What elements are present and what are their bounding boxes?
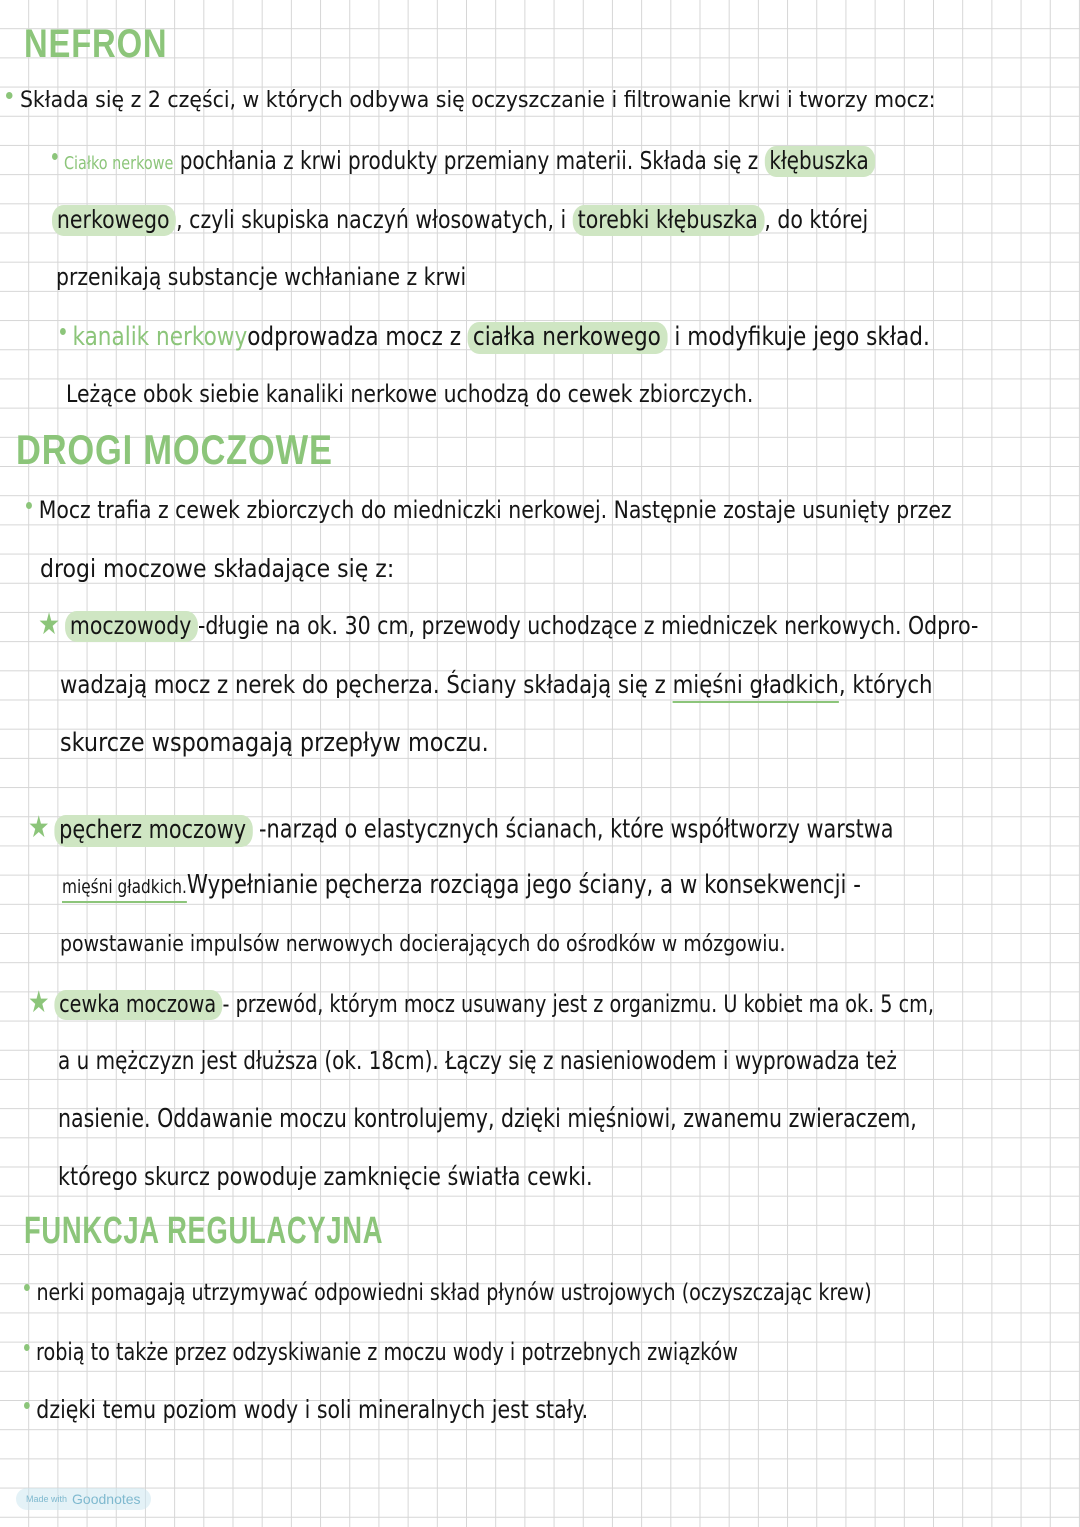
pecherz-line-3: powstawanie impulsów nerwowych docierających do ośrodków w mózgowiu.	[60, 932, 786, 957]
text: , do której	[764, 205, 869, 234]
cewka-line-3: nasienie. Oddawanie moczu kontrolujemy, dzięki mięśniowi, zwanemu zwieraczem,	[58, 1104, 917, 1134]
text: pochłania z krwi produkty przemiany materii. Składa się z	[179, 146, 759, 175]
star-icon: ★	[38, 607, 61, 642]
text: Składa się z 2 części, w których odbywa się oczyszczanie i filtrowanie krwi i tworzy mocz:	[19, 88, 936, 113]
funkcja-item-3	[24, 1397, 588, 1422]
underline-miesni-gladkich: mięśni gładkich	[672, 670, 839, 699]
cewka-line-2: a u mężczyzn jest dłuższa (ok. 18cm). Łączy się z nasieniowodem i wyprowadza też	[58, 1046, 897, 1075]
highlight-cewka-moczowa: cewka moczowa	[54, 990, 222, 1020]
cialko-line-2	[52, 207, 868, 232]
funkcja-item-1	[24, 1282, 872, 1305]
pecherz-line-2	[62, 872, 861, 898]
highlight-moczowody: moczowody	[65, 611, 198, 642]
drogi-intro-2: drogi moczowe składające się z:	[40, 554, 395, 583]
text: wadzają mocz z nerek do pęcherza. Ściany składają się z	[60, 670, 666, 699]
term-kanalik-nerkowy: kanalik nerkowy	[72, 322, 248, 352]
moczowody-line-1	[38, 607, 979, 642]
text: odprowadza mocz z	[247, 322, 462, 352]
highlight-cialka-nerkowego: ciałka nerkowego	[468, 322, 668, 354]
bullet-icon	[24, 1344, 30, 1351]
cewka-line-1	[28, 985, 935, 1020]
kanalik-line-2: Leżące obok siebie kanaliki nerkowe uchodzą do cewek zbiorczych.	[66, 380, 754, 408]
heading-nefron: NEFRON	[24, 22, 168, 66]
moczowody-line-2	[60, 672, 932, 697]
nefron-line-1	[6, 90, 936, 112]
text: nerki pomagają utrzymywać odpowiedni skład płynów ustrojowych (oczyszczając krew)	[36, 1280, 872, 1306]
highlight-torebki: torebki kłębuszka	[573, 205, 765, 236]
bullet-icon	[24, 1284, 30, 1291]
text: robią to także przez odzyskiwanie z moczu wody i potrzebnych związków	[36, 1338, 738, 1366]
cewka-line-4: którego skurcz powoduje zamknięcie światła cewki.	[58, 1162, 593, 1191]
drogi-intro-1	[26, 498, 952, 522]
highlight-nerkowego: nerkowego	[52, 205, 176, 236]
bullet-icon	[26, 502, 32, 509]
moczowody-line-3: skurcze wspomagają przepływ moczu.	[60, 728, 489, 758]
bullet-icon	[24, 1402, 30, 1409]
highlight-pecherz-moczowy: pęcherz moczowy	[54, 815, 252, 847]
goodnotes-watermark	[16, 1488, 151, 1510]
heading-drogi-moczowe: DROGI MOCZOWE	[16, 426, 333, 473]
kanalik-line-1	[60, 324, 930, 350]
watermark-prefix: Made with	[26, 1494, 68, 1504]
text: Wypełnianie pęcherza rozciąga jego ściany, a w konsekwencji -	[186, 870, 861, 900]
cialko-line-3: przenikają substancje wchłaniane z krwi	[56, 263, 467, 291]
heading-funkcja-regulacyjna: FUNKCJA REGULACYJNA	[24, 1210, 384, 1252]
bullet-icon	[6, 92, 13, 99]
star-icon: ★	[28, 985, 50, 1020]
text: , których	[838, 670, 933, 699]
star-icon: ★	[28, 810, 50, 845]
text: - przewód, którym mocz usuwany jest z organizmu. U kobiet ma ok. 5 cm,	[222, 990, 935, 1018]
funkcja-item-2	[24, 1340, 738, 1364]
pecherz-line-1	[28, 810, 894, 845]
watermark-brand: Goodnotes	[72, 1491, 141, 1507]
highlight-klebuszka: kłębuszka	[765, 146, 876, 177]
text: -długie na ok. 30 cm, przewody uchodzące z miedniczek nerkowych. Odpro-	[198, 611, 979, 640]
term-cialko-nerkowe: Ciałko nerkowe	[64, 153, 174, 174]
bullet-icon	[52, 153, 58, 160]
text: -narząd o elastycznych ścianach, które współtworzy warstwa	[259, 814, 894, 845]
text: dzięki temu poziom wody i soli mineralnych jest stały.	[36, 1395, 589, 1424]
cialko-line-1	[52, 148, 875, 173]
text: i modyfikuje jego skład.	[674, 322, 930, 352]
text: Mocz trafia z cewek zbiorczych do miedniczki nerkowej. Następnie zostaje usunięty przez	[38, 496, 952, 524]
underline-miesni-gladkich-2: mięśni gładkich.	[62, 877, 187, 898]
bullet-icon	[60, 328, 66, 335]
text: , czyli skupiska naczyń włosowatych, i	[176, 205, 567, 234]
